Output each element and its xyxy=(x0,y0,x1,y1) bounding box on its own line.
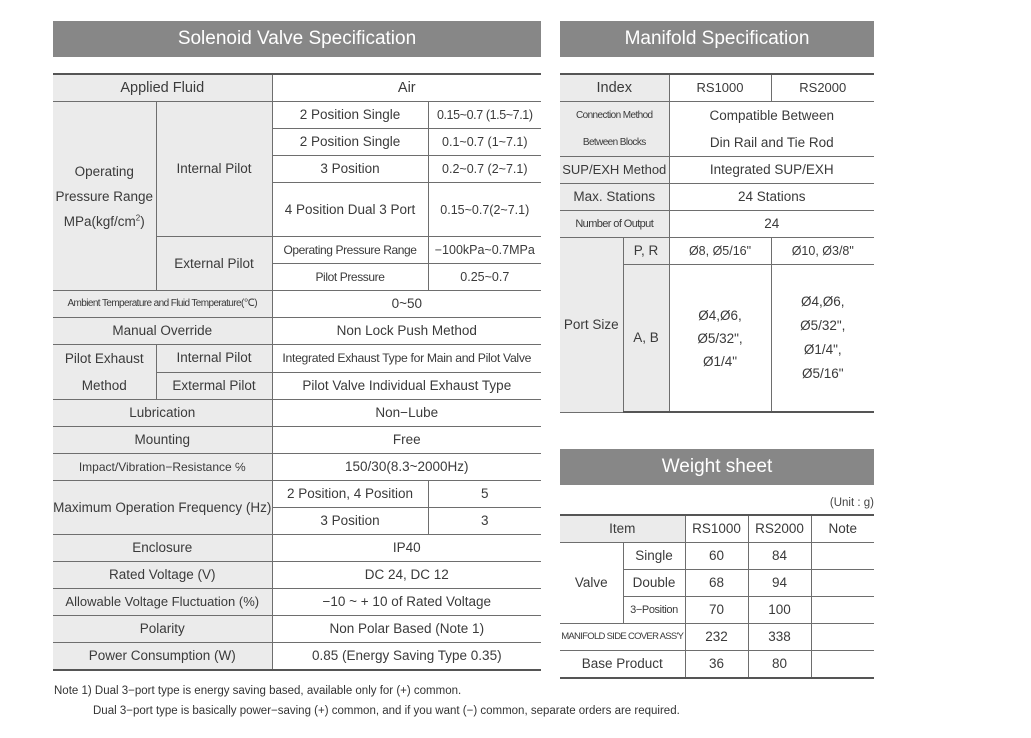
table-row xyxy=(560,238,874,265)
spec-name: 4 Position Dual 3 Port xyxy=(272,183,428,237)
label-line: Pressure Range xyxy=(55,188,154,204)
ab-rs2000 xyxy=(771,265,874,413)
table-row xyxy=(560,624,874,651)
rated-voltage-value: DC 24, DC 12 xyxy=(272,562,541,589)
voltage-fluct-label: Allowable Voltage Fluctuation (%) xyxy=(53,589,272,616)
manifold-title: Manifold Specification xyxy=(560,21,874,57)
table-row xyxy=(560,157,874,184)
port-line: Ø5/16" xyxy=(801,366,844,381)
item-name: MANIFOLD SIDE COVER ASS'Y xyxy=(560,624,685,651)
pr-rs2000: Ø10, Ø3/8" xyxy=(771,238,874,265)
table-row xyxy=(53,454,541,481)
internal-pilot-label: Internal Pilot xyxy=(156,102,272,237)
weight-note xyxy=(811,543,874,570)
spec-name: 3 Position xyxy=(272,156,428,183)
table-row xyxy=(53,400,541,427)
weight-rs1000: 60 xyxy=(685,543,748,570)
exhaust-type-value: Pilot Valve Individual Exhaust Type xyxy=(272,372,541,400)
table-row xyxy=(53,345,541,373)
solenoid-spec-table xyxy=(53,73,541,671)
freq-value: 3 xyxy=(428,508,541,535)
valve-type: Double xyxy=(623,570,685,597)
voltage-fluct-value: −10 ~ + 10 of Rated Voltage xyxy=(272,589,541,616)
value-line: Din Rail and Tie Rod xyxy=(709,135,834,150)
weight-rs2000: 338 xyxy=(748,624,811,651)
port-line: Ø4,Ø6, xyxy=(698,307,742,323)
freq-name: 2 Position, 4 Position xyxy=(272,481,428,508)
table-row xyxy=(53,643,541,671)
weight-note xyxy=(811,597,874,624)
table-row xyxy=(560,543,874,570)
spec-name: 2 Position Single xyxy=(272,129,428,156)
note-line-2: Dual 3−port type is basically power−saving (+) common, and if you want (−) common, separate orders are required. xyxy=(93,705,680,717)
connection-label xyxy=(560,102,669,157)
exhaust-type-value: Integrated Exhaust Type for Main and Pilot Valve xyxy=(272,345,541,373)
port-size-label: Port Size xyxy=(560,238,623,413)
table-row xyxy=(53,74,541,102)
ambient-temp-label: Ambient Temperature and Fluid Temperature(℃) xyxy=(53,291,272,318)
manual-override-value: Non Lock Push Method xyxy=(272,318,541,345)
enclosure-label: Enclosure xyxy=(53,535,272,562)
connection-value xyxy=(669,102,874,157)
table-row xyxy=(53,562,541,589)
spec-name: Operating Pressure Range xyxy=(272,237,428,264)
label-close: ) xyxy=(140,213,145,229)
weight-rs1000: 68 xyxy=(685,570,748,597)
applied-fluid-value: Air xyxy=(272,74,541,102)
applied-fluid-label: Applied Fluid xyxy=(53,74,272,102)
outputs-label: Number of Output xyxy=(560,211,669,238)
exhaust-type-name: Internal Pilot xyxy=(156,345,272,373)
power-label: Power Consumption (W) xyxy=(53,643,272,671)
operating-pressure-label xyxy=(53,102,156,291)
port-line: Ø1/4", xyxy=(803,342,842,357)
model-header: RS2000 xyxy=(771,74,874,102)
weight-title: Weight sheet xyxy=(560,449,874,485)
weight-note xyxy=(811,570,874,597)
weight-rs1000: 232 xyxy=(685,624,748,651)
table-row xyxy=(53,318,541,345)
model-header: RS1000 xyxy=(669,74,771,102)
pr-rs1000: Ø8, Ø5/16" xyxy=(669,238,771,265)
max-freq-label: Maximum Operation Frequency (Hz) xyxy=(53,481,272,535)
weight-rs1000: 36 xyxy=(685,651,748,679)
external-pilot-label: External Pilot xyxy=(156,237,272,291)
table-row xyxy=(53,427,541,454)
port-line: Ø1/4" xyxy=(702,353,738,369)
spec-value: 0.15~0.7 (1.5~7.1) xyxy=(428,102,541,129)
lubrication-value: Non−Lube xyxy=(272,400,541,427)
weight-note xyxy=(811,624,874,651)
spec-value: 0.15~0.7(2~7.1) xyxy=(428,183,541,237)
spec-name: 2 Position Single xyxy=(272,102,428,129)
table-row xyxy=(53,589,541,616)
weight-rs2000: 100 xyxy=(748,597,811,624)
valve-label: Valve xyxy=(560,543,623,624)
weight-rs2000: 94 xyxy=(748,570,811,597)
impact-label: Impact/Vibration−Resistance ℅ xyxy=(53,454,272,481)
pilot-exhaust-label xyxy=(53,345,156,400)
exhaust-type-name: Extermal Pilot xyxy=(156,372,272,400)
sup-exh-label: SUP/EXH Method xyxy=(560,157,669,184)
port-line: Ø5/32", xyxy=(800,318,846,333)
label-line: Method xyxy=(81,378,127,393)
header-note: Note xyxy=(811,515,874,543)
spec-value: 0.25~0.7 xyxy=(428,264,541,291)
superscript: 2 xyxy=(135,213,141,222)
header-rs2000: RS2000 xyxy=(748,515,811,543)
lubrication-label: Lubrication xyxy=(53,400,272,427)
ab-rs1000 xyxy=(669,265,771,413)
weight-note xyxy=(811,651,874,679)
value-line: Compatible Between xyxy=(709,108,835,123)
index-label: Index xyxy=(560,74,669,102)
table-row xyxy=(560,74,874,102)
max-stations-value: 24 Stations xyxy=(669,184,874,211)
impact-value: 150/30(8.3~2000Hz) xyxy=(272,454,541,481)
header-item: Item xyxy=(560,515,685,543)
spec-name: Pilot Pressure xyxy=(272,264,428,291)
manual-override-label: Manual Override xyxy=(53,318,272,345)
polarity-label: Polarity xyxy=(53,616,272,643)
weight-rs2000: 80 xyxy=(748,651,811,679)
label-line: Connection Method xyxy=(575,110,653,121)
weight-unit: (Unit : g) xyxy=(829,497,874,509)
rated-voltage-label: Rated Voltage (V) xyxy=(53,562,272,589)
label-line: Between Blocks xyxy=(582,137,646,148)
port-line: Ø4,Ø6, xyxy=(801,294,845,309)
spec-value: 0.2~0.7 (2~7.1) xyxy=(428,156,541,183)
table-row xyxy=(560,184,874,211)
pr-label: P, R xyxy=(623,238,669,265)
spec-value: 0.1~0.7 (1~7.1) xyxy=(428,129,541,156)
weight-table xyxy=(560,514,874,679)
max-stations-label: Max. Stations xyxy=(560,184,669,211)
solenoid-title: Solenoid Valve Specification xyxy=(53,21,541,57)
valve-type: 3−Position xyxy=(623,597,685,624)
freq-value: 5 xyxy=(428,481,541,508)
weight-rs1000: 70 xyxy=(685,597,748,624)
label-line: Pilot Exhaust xyxy=(64,351,144,366)
outputs-value: 24 xyxy=(669,211,874,238)
table-row xyxy=(53,481,541,508)
mounting-label: Mounting xyxy=(53,427,272,454)
ab-label: A, B xyxy=(623,265,669,413)
table-row xyxy=(560,651,874,679)
weight-rs2000: 84 xyxy=(748,543,811,570)
table-row xyxy=(560,211,874,238)
table-row xyxy=(53,535,541,562)
manifold-spec-table xyxy=(560,73,874,413)
valve-type: Single xyxy=(623,543,685,570)
table-row xyxy=(53,102,541,129)
label-line: MPa(kgf/cm xyxy=(63,213,136,229)
table-row xyxy=(560,515,874,543)
freq-name: 3 Position xyxy=(272,508,428,535)
table-row xyxy=(53,291,541,318)
table-row xyxy=(560,102,874,157)
spec-value: −100kPa~0.7MPa xyxy=(428,237,541,264)
port-line: Ø5/32", xyxy=(697,330,743,346)
item-name: Base Product xyxy=(560,651,685,679)
sup-exh-value: Integrated SUP/EXH xyxy=(669,157,874,184)
enclosure-value: IP40 xyxy=(272,535,541,562)
note-line-1: Note 1) Dual 3−port type is energy saving based, available only for (+) common. xyxy=(54,685,462,697)
mounting-value: Free xyxy=(272,427,541,454)
label-line: Operating xyxy=(74,163,134,179)
header-rs1000: RS1000 xyxy=(685,515,748,543)
ambient-temp-value: 0~50 xyxy=(272,291,541,318)
polarity-value: Non Polar Based (Note 1) xyxy=(272,616,541,643)
table-row xyxy=(53,616,541,643)
power-value: 0.85 (Energy Saving Type 0.35) xyxy=(272,643,541,671)
